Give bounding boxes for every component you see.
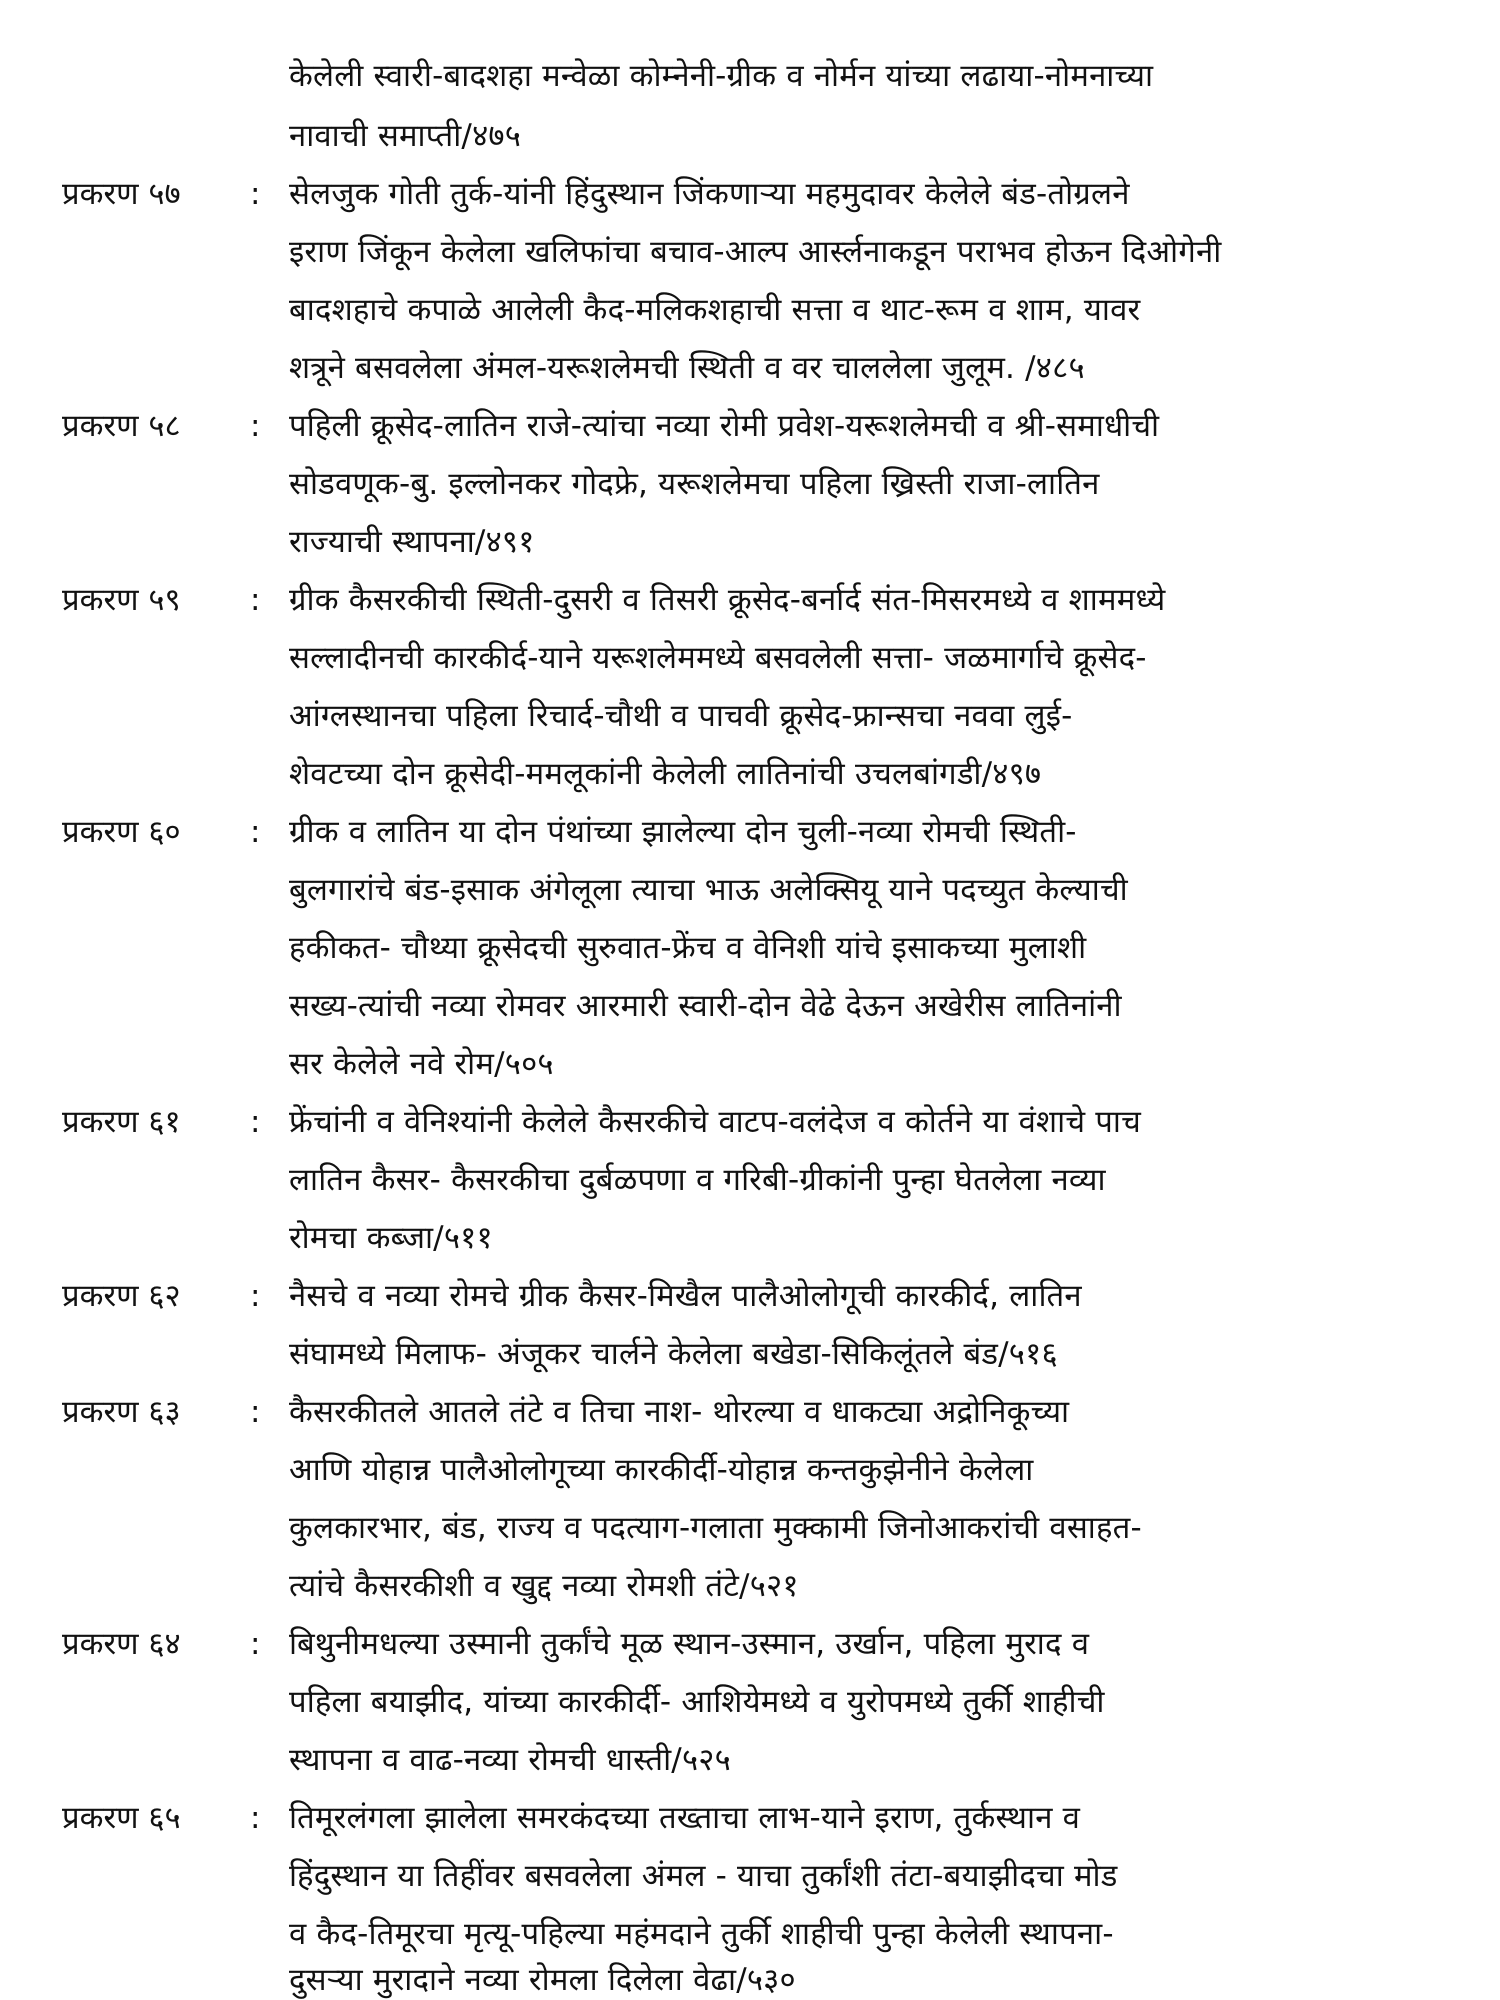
chapter-label: प्रकरण ६५ — [62, 1800, 181, 1836]
label-separator: : — [250, 1104, 261, 1140]
chapter-line: बुलगारांचे बंड-इसाक अंगेलूला त्याचा भाऊ अलेक्सियू याने पदच्युत केल्याची — [289, 872, 1128, 908]
label-separator: : — [250, 1800, 261, 1836]
chapter-line: रोमचा कब्जा/५११ — [289, 1220, 493, 1256]
chapter-line: पहिला बयाझीद, यांच्या कारकीर्दी- आशियेमध्ये व युरोपमध्ये तुर्की शाहीची — [289, 1684, 1105, 1720]
label-separator: : — [250, 814, 261, 850]
chapter-line: शत्रूने बसवलेला अंमल-यरूशलेमची स्थिती व वर चाललेला जुलूम. /४८५ — [289, 350, 1085, 386]
chapter-line: कुलकारभार, बंड, राज्य व पदत्याग-गलाता मुक्कामी जिनोआकरांची वसाहत- — [289, 1510, 1142, 1546]
chapter-line: सेलजुक गोती तुर्क-यांनी हिंदुस्थान जिंकणाऱ्या महमुदावर केलेले बंड-तोग्रलने — [289, 176, 1130, 212]
chapter-line: हकीकत- चौथ्या क्रूसेदची सुरुवात-फ्रेंच व वेनिशी यांचे इसाकच्या मुलाशी — [289, 930, 1087, 966]
label-separator: : — [250, 582, 261, 618]
chapter-line: फ्रेंचांनी व वेनिश्यांनी केलेले कैसरकीचे वाटप-वलंदेज व कोर्तने या वंशाचे पाच — [289, 1104, 1142, 1140]
label-separator: : — [250, 176, 261, 212]
intro-line-1: केलेली स्वारी-बादशहा मन्वेळा कोम्नेनी-ग्रीक व नोर्मन यांच्या लढाया-नोमनाच्या — [289, 58, 1154, 94]
chapter-label: प्रकरण ६४ — [62, 1626, 181, 1662]
chapter-line: व कैद-तिमूरचा मृत्यू-पहिल्या महंमदाने तुर्की शाहीची पुन्हा केलेली स्थापना- — [289, 1916, 1114, 1952]
chapter-line: पहिली क्रूसेद-लातिन राजे-त्यांचा नव्या रोमी प्रवेश-यरूशलेमची व श्री-समाधीची — [289, 408, 1160, 444]
chapter-line: सर केलेले नवे रोम/५०५ — [289, 1046, 554, 1082]
chapter-line: ग्रीक कैसरकीची स्थिती-दुसरी व तिसरी क्रूसेद-बर्नार्द संत-मिसरमध्ये व शाममध्ये — [289, 582, 1166, 618]
chapter-label: प्रकरण ५८ — [62, 408, 181, 444]
chapter-label: प्रकरण ६० — [62, 814, 181, 850]
chapter-label: प्रकरण ६२ — [62, 1278, 181, 1314]
chapter-line: सख्य-त्यांची नव्या रोमवर आरमारी स्वारी-दोन वेढे देऊन अखेरीस लातिनांनी — [289, 988, 1122, 1024]
chapter-label: प्रकरण ५९ — [62, 582, 181, 618]
label-separator: : — [250, 408, 261, 444]
chapter-line: बादशहाचे कपाळे आलेली कैद-मलिकशहाची सत्ता व थाट-रूम व शाम, यावर — [289, 292, 1141, 328]
chapter-line: दुसऱ्या मुरादाने नव्या रोमला दिलेला वेढा/५३० — [289, 1962, 796, 1998]
chapter-line: नैसचे व नव्या रोमचे ग्रीक कैसर-मिखैल पालैओलोगूची कारकीर्द, लातिन — [289, 1278, 1082, 1314]
chapter-line: तिमूरलंगला झालेला समरकंदच्या तख्ताचा लाभ-याने इराण, तुर्कस्थान व — [289, 1800, 1081, 1836]
chapter-line: राज्याची स्थापना/४९१ — [289, 524, 535, 560]
chapter-line: हिंदुस्थान या तिहींवर बसवलेला अंमल - याचा तुर्कांशी तंटा-बयाझीदचा मोड — [289, 1858, 1118, 1894]
chapter-label: प्रकरण ५७ — [62, 176, 181, 212]
label-separator: : — [250, 1394, 261, 1430]
chapter-line: ग्रीक व लातिन या दोन पंथांच्या झालेल्या दोन चुली-नव्या रोमची स्थिती- — [289, 814, 1077, 850]
chapter-line: आंग्लस्थानचा पहिला रिचार्द-चौथी व पाचवी क्रूसेद-फ्रान्सचा नववा लुई- — [289, 698, 1073, 734]
chapter-line: त्यांचे कैसरकीशी व खुद्द नव्या रोमशी तंटे/५२१ — [289, 1568, 799, 1604]
chapter-line: बिथुनीमधल्या उस्मानी तुर्कांचे मूळ स्थान-उस्मान, उर्खान, पहिला मुराद व — [289, 1626, 1090, 1662]
chapter-label: प्रकरण ६३ — [62, 1394, 181, 1430]
chapter-line: सोडवणूक-बु. इल्लोनकर गोदफ्रे, यरूशलेमचा पहिला ख्रिस्ती राजा-लातिन — [289, 466, 1100, 502]
chapter-line: आणि योहान्न पालैओलोगूच्या कारकीर्दी-योहान्न कन्तकुझेनीने केलेला — [289, 1452, 1034, 1488]
chapter-line: स्थापना व वाढ-नव्या रोमची धास्ती/५२५ — [289, 1742, 731, 1778]
chapter-line: लातिन कैसर- कैसरकीचा दुर्बळपणा व गरिबी-ग्रीकांनी पुन्हा घेतलेला नव्या — [289, 1162, 1106, 1198]
chapter-line: सल्लादीनची कारकीर्द-याने यरूशलेममध्ये बसवलेली सत्ता- जळमार्गाचे क्रूसेद- — [289, 640, 1147, 676]
intro-line-2: नावाची समाप्ती/४७५ — [289, 118, 522, 154]
label-separator: : — [250, 1278, 261, 1314]
chapter-label: प्रकरण ६१ — [62, 1104, 181, 1140]
chapter-line: कैसरकीतले आतले तंटे व तिचा नाश- थोरल्या व धाकट्या अद्रोनिकूच्या — [289, 1394, 1070, 1430]
label-separator: : — [250, 1626, 261, 1662]
chapter-line: इराण जिंकून केलेला खलिफांचा बचाव-आल्प आर्स्लनाकडून पराभव होऊन दिओगेनी — [289, 234, 1222, 270]
chapter-line: संघामध्ये मिलाफ- अंजूकर चार्लने केलेला बखेडा-सिकिलूंतले बंड/५१६ — [289, 1336, 1058, 1372]
chapter-line: शेवटच्या दोन क्रूसेदी-ममलूकांनी केलेली लातिनांची उचलबांगडी/४९७ — [289, 756, 1042, 792]
